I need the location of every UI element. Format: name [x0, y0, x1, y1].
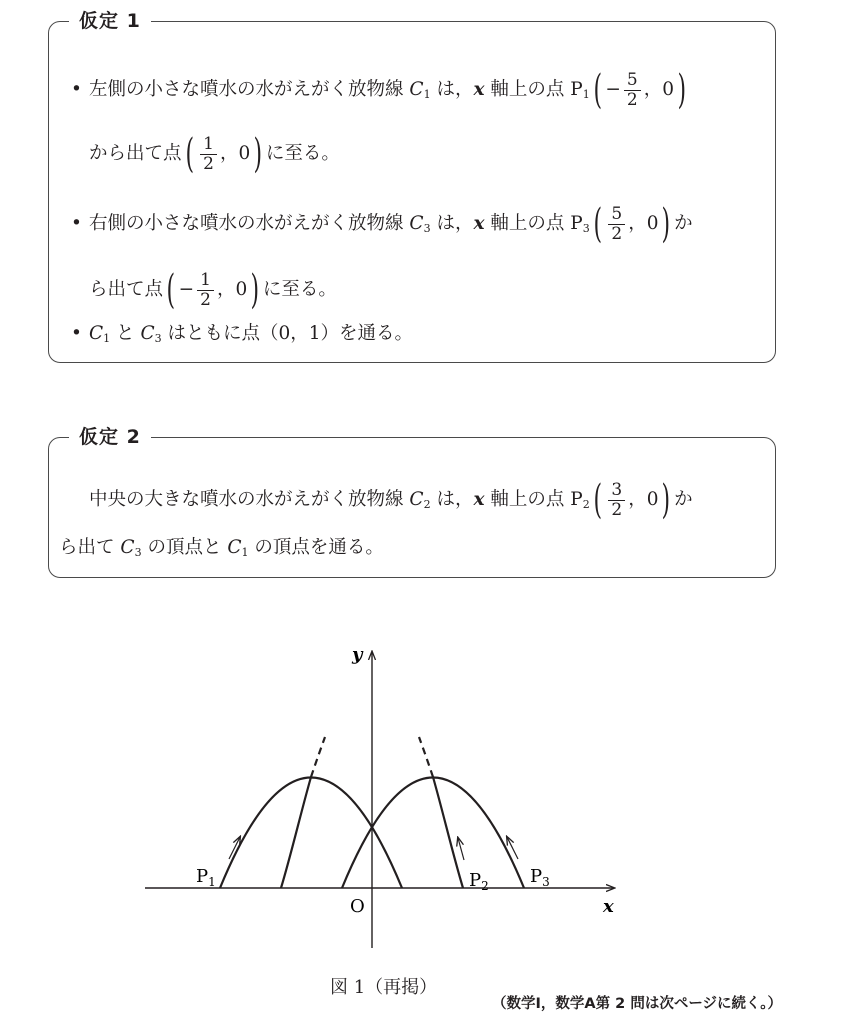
assumption-2-line-2: ら出て $C_3$ の頂点と $C_1$ の頂点を通る。 [59, 537, 384, 559]
bullet-icon: • [71, 79, 82, 100]
assumption-2-line-1: 中央の大きな噴水の水がえがく放物線 $C_2$ は，x 軸上の点 $P_2$( $\frac{3}{2}$ ，0) か [89, 477, 693, 523]
fraction-1-2: $\frac{1}{2}$ [197, 271, 214, 310]
bullet-icon: • [71, 213, 82, 234]
assumption-1-bullet-3: • $C_1$ と $C_3$ はともに点（0，1）を通る。 [71, 319, 413, 354]
parabola-c3 [342, 778, 524, 889]
p2-label: $P_2$ [469, 870, 489, 893]
bullet-icon: • [71, 323, 82, 344]
parabola-c2-left-dashed [311, 737, 325, 777]
arrow-p2 [458, 838, 464, 860]
figure-caption: 図 1（再掲） [330, 977, 438, 998]
assumption-2-title: 仮定 2 [69, 424, 151, 450]
parabola-c2-right-dashed [419, 737, 433, 777]
assumption-1-bullet-2-line-2: ら出て点( − $\frac{1}{2}$ ，0) に至る。 [89, 267, 337, 313]
origin-label: O [350, 896, 365, 917]
fraction-5-2: $\frac{5}{2}$ [608, 205, 625, 244]
fraction-1-2: $\frac{1}{2}$ [200, 135, 217, 174]
y-axis-label: y [352, 644, 363, 665]
assumption-1-bullet-1-line-2: から出て点( $\frac{1}{2}$ ，0) に至る。 [89, 131, 340, 177]
fraction-3-2: $\frac{3}{2}$ [608, 481, 625, 520]
fraction-5-2: $\frac{5}{2}$ [624, 71, 641, 110]
x-axis-label: x [603, 896, 614, 917]
p3-label: $P_3$ [530, 866, 550, 889]
parabola-c2-right-branch [433, 777, 463, 888]
continued-footnote: （数学Ⅰ，数学A第 2 問は次ページに続く。） [492, 996, 782, 1012]
assumption-1-bullet-1-line-1: • 左側の小さな噴水の水がえがく放物線 $C_1$ は，x 軸上の点 $P_1$( − $\frac{5}{2}$ ，0) [71, 67, 687, 113]
assumption-1-title: 仮定 1 [69, 8, 151, 34]
assumption-1-bullet-2-line-1: • 右側の小さな噴水の水がえがく放物線 $C_3$ は，x 軸上の点 $P_3$( $\frac{5}{2}$ ，0) か [71, 201, 693, 247]
p1-label: $P_1$ [196, 866, 216, 889]
parabola-c2-left-branch [281, 777, 311, 888]
parabola-c1 [220, 778, 402, 889]
